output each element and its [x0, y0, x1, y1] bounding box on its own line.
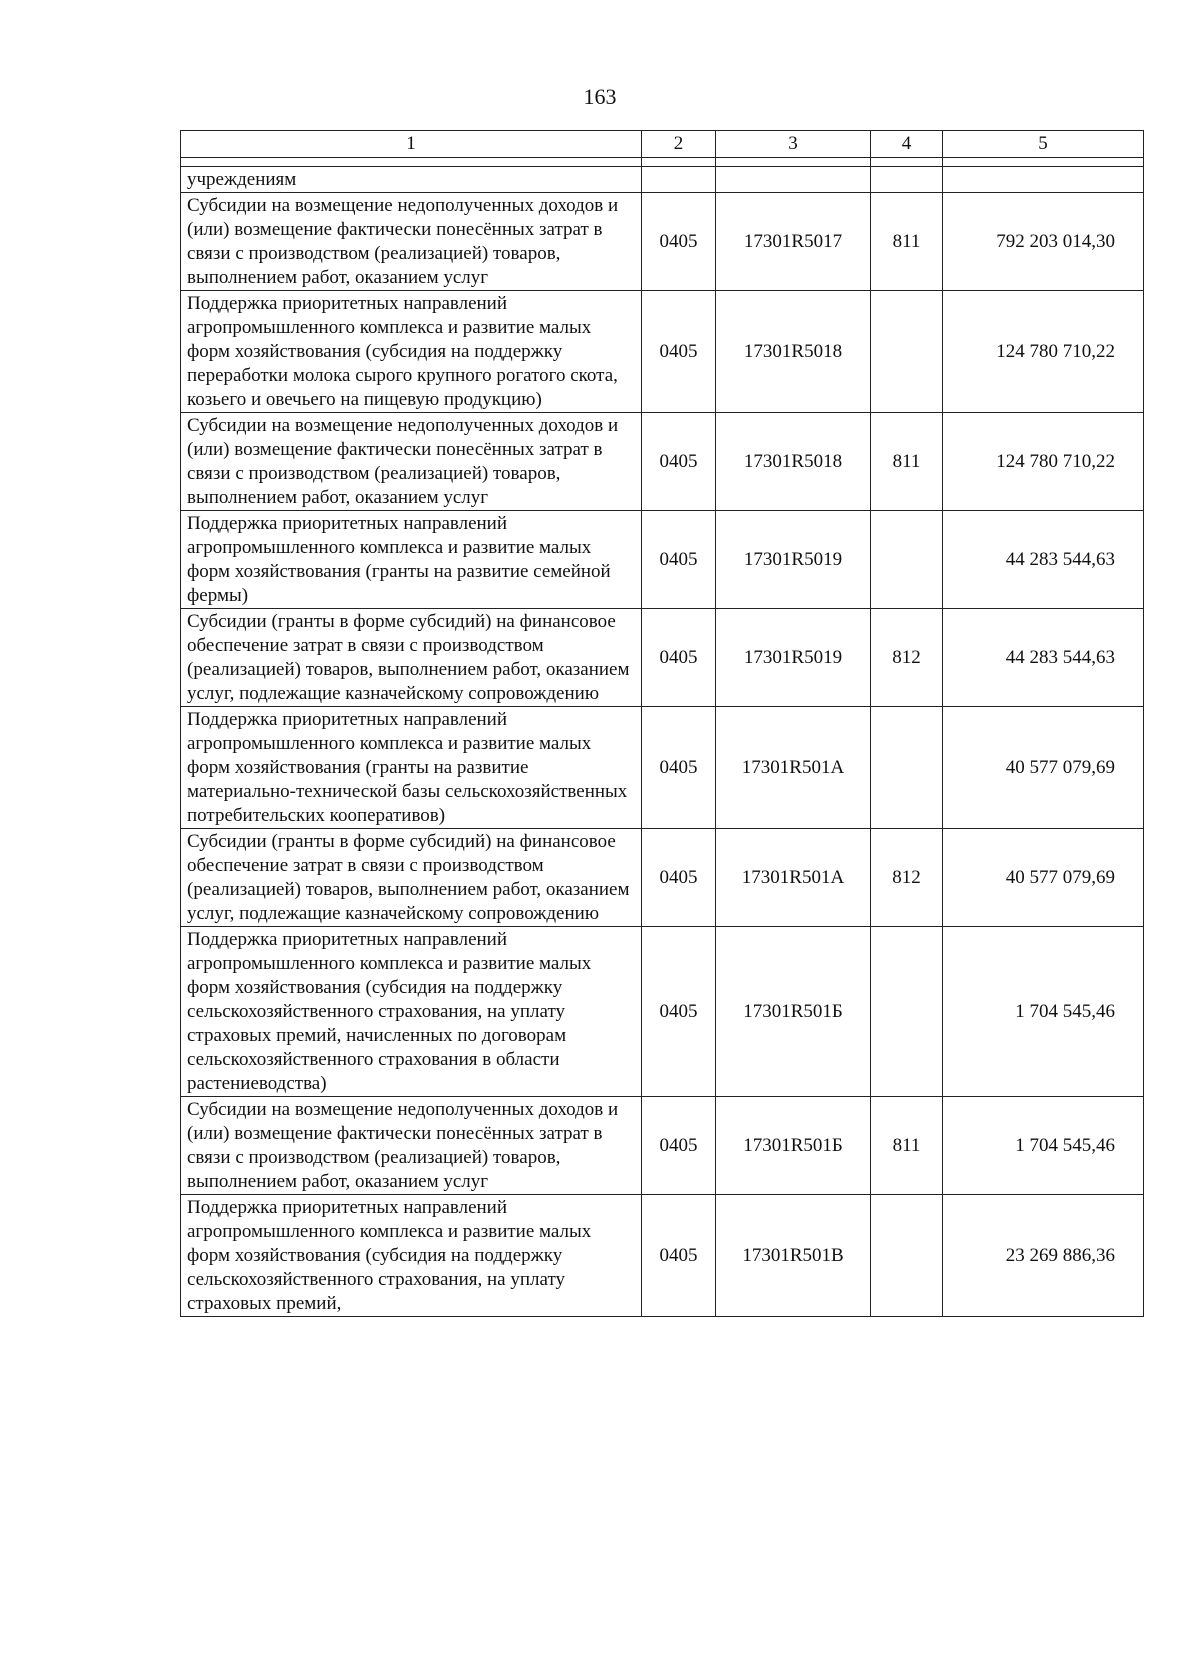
row-amount: 44 283 544,63 — [943, 609, 1144, 707]
row-section: 0405 — [642, 291, 716, 413]
row-amount — [943, 167, 1144, 193]
table-row — [181, 193, 1144, 291]
header-col-2: 2 — [642, 131, 716, 158]
table-row — [181, 511, 1144, 609]
row-amount: 40 577 079,69 — [943, 829, 1144, 927]
row-type — [871, 707, 943, 829]
row-amount: 44 283 544,63 — [943, 511, 1144, 609]
row-type: 812 — [871, 609, 943, 707]
row-type: 811 — [871, 1097, 943, 1195]
row-section: 0405 — [642, 193, 716, 291]
table-row — [181, 167, 1144, 193]
row-amount: 1 704 545,46 — [943, 927, 1144, 1097]
row-description: Субсидии на возмещение недополученных доходов и (или) возмещение фактически понесённых затрат в связи с производством (реализацией) товаров, выполнением работ, оказанием услуг — [181, 413, 642, 511]
row-code: 17301R501В — [716, 1195, 871, 1317]
header-col-1: 1 — [181, 131, 642, 158]
table-row — [181, 707, 1144, 829]
row-type — [871, 167, 943, 193]
row-code: 17301R5018 — [716, 291, 871, 413]
row-amount: 792 203 014,30 — [943, 193, 1144, 291]
table-row — [181, 1097, 1144, 1195]
row-code: 17301R5019 — [716, 511, 871, 609]
table-row — [181, 927, 1144, 1097]
header-col-3: 3 — [716, 131, 871, 158]
table-row — [181, 413, 1144, 511]
row-code: 17301R501A — [716, 707, 871, 829]
row-type: 811 — [871, 193, 943, 291]
row-code — [716, 167, 871, 193]
table-header-row — [181, 131, 1144, 158]
row-code: 17301R501A — [716, 829, 871, 927]
row-description: Субсидии (гранты в форме субсидий) на финансовое обеспечение затрат в связи с производством (реализацией) товаров, выполнением работ, оказанием услуг, подлежащие казначейскому сопровождению — [181, 829, 642, 927]
row-amount: 23 269 886,36 — [943, 1195, 1144, 1317]
row-code: 17301R5018 — [716, 413, 871, 511]
row-description: Субсидии на возмещение недополученных доходов и (или) возмещение фактически понесённых затрат в связи с производством (реализацией) товаров, выполнением работ, оказанием услуг — [181, 1097, 642, 1195]
row-type: 811 — [871, 413, 943, 511]
row-type — [871, 291, 943, 413]
row-description: учреждениям — [181, 167, 642, 193]
row-description: Субсидии (гранты в форме субсидий) на финансовое обеспечение затрат в связи с производством (реализацией) товаров, выполнением работ, оказанием услуг, подлежащие казначейскому сопровождению — [181, 609, 642, 707]
row-amount: 124 780 710,22 — [943, 291, 1144, 413]
table-row — [181, 609, 1144, 707]
budget-table — [180, 130, 1144, 1317]
header-col-5: 5 — [943, 131, 1144, 158]
row-description: Поддержка приоритетных направлений агропромышленного комплекса и развитие малых форм хозяйствования (гранты на развитие семейной фермы) — [181, 511, 642, 609]
row-type — [871, 927, 943, 1097]
row-description: Субсидии на возмещение недополученных доходов и (или) возмещение фактически понесённых затрат в связи с производством (реализацией) товаров, выполнением работ, оказанием услуг — [181, 193, 642, 291]
row-description: Поддержка приоритетных направлений агропромышленного комплекса и развитие малых форм хозяйствования (субсидия на поддержку сельскохозяйственного страхования, на уплату страховых премий, начисленных по договорам сельскохозяйственного страхования в области растениеводства) — [181, 927, 642, 1097]
row-code: 17301R501Б — [716, 1097, 871, 1195]
row-code: 17301R5019 — [716, 609, 871, 707]
row-description: Поддержка приоритетных направлений агропромышленного комплекса и развитие малых форм хозяйствования (гранты на развитие материально-технической базы сельскохозяйственных потребительских кооперативов) — [181, 707, 642, 829]
header-spacer-row — [181, 158, 1144, 167]
row-type: 812 — [871, 829, 943, 927]
table-row — [181, 829, 1144, 927]
row-amount: 124 780 710,22 — [943, 413, 1144, 511]
row-description: Поддержка приоритетных направлений агропромышленного комплекса и развитие малых форм хозяйствования (субсидия на поддержку сельскохозяйственного страхования, на уплату страховых премий, — [181, 1195, 642, 1317]
header-col-4: 4 — [871, 131, 943, 158]
table-row — [181, 291, 1144, 413]
table-row — [181, 1195, 1144, 1317]
row-section: 0405 — [642, 1195, 716, 1317]
row-description: Поддержка приоритетных направлений агропромышленного комплекса и развитие малых форм хозяйствования (субсидия на поддержку переработки молока сырого крупного рогатого скота, козьего и овечьего на пищевую продукцию) — [181, 291, 642, 413]
row-type — [871, 511, 943, 609]
row-section: 0405 — [642, 511, 716, 609]
row-type — [871, 1195, 943, 1317]
row-code: 17301R501Б — [716, 927, 871, 1097]
row-section — [642, 167, 716, 193]
row-section: 0405 — [642, 1097, 716, 1195]
row-amount: 1 704 545,46 — [943, 1097, 1144, 1195]
row-section: 0405 — [642, 413, 716, 511]
row-section: 0405 — [642, 829, 716, 927]
row-section: 0405 — [642, 609, 716, 707]
row-code: 17301R5017 — [716, 193, 871, 291]
row-section: 0405 — [642, 927, 716, 1097]
row-section: 0405 — [642, 707, 716, 829]
row-amount: 40 577 079,69 — [943, 707, 1144, 829]
page-number: 163 — [583, 84, 617, 109]
